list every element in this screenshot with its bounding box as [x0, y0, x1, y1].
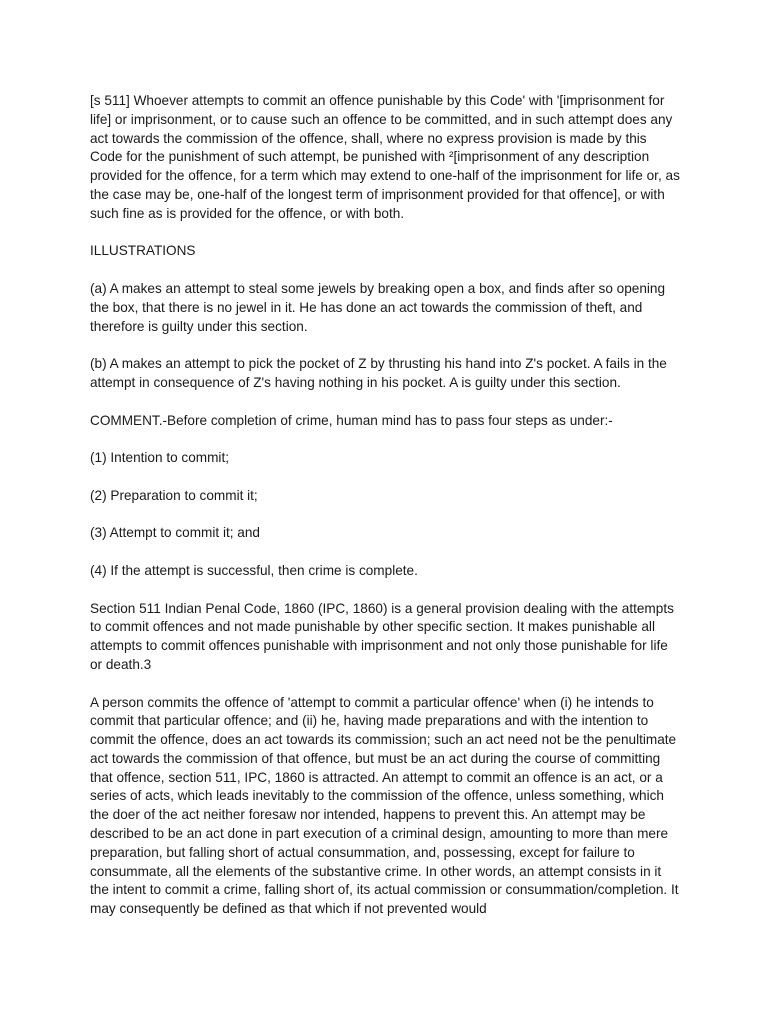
document-page [90, 92, 682, 919]
illustrations-heading: ILLUSTRATIONS [90, 243, 196, 259]
illustration-a: (a) A makes an attempt to steal some jewels by breaking open a box, and finds after so opening the box, that there is no jewel in it. He has done an act towards the commission of theft, and therefore is guilty under this section. [90, 280, 666, 334]
step-1: (1) Intention to commit; [90, 450, 230, 466]
step-4: (4) If the attempt is successful, then crime is complete. [90, 562, 418, 578]
section-511-text: [s 511] Whoever attempts to commit an offence punishable by this Code' with '[imprisonment for life] or imprisonment, or to cause such an offence to be committed, and in such attempt does any act towards the commission of the offence, shall, where no express provision is made by this Code for the punishment of such attempt, be punished with ²[imprisonment of any description provided for the offence, for a term which may extend to one-half of the imprisonment for life or, as the case may be, one-half of the longest term of imprisonment provided for that offence], or with such fine as is provided for the offence, or with both. [90, 93, 680, 221]
step-3: (3) Attempt to commit it; and [90, 525, 260, 541]
comment-intro: COMMENT.-Before completion of crime, human mind has to pass four steps as under:- [90, 412, 613, 428]
attempt-definition-paragraph: A person commits the offence of 'attempt to commit a particular offence' when (i) he intends to commit that particular offence; and (ii) he, having made preparations and with the intention to commit the offence, does an act towards its commission; such an act need not be the penultimate act towards the commission of that offence, but must be an act during the course of committing that offence, section 511, IPC, 1860 is attracted. An attempt to commit an offence is an act, or a series of acts, which leads inevitably to the commission of the offence, unless something, which the doer of the act neither foresaw nor intended, happens to prevent this. An attempt may be described to be an act done in part execution of a criminal design, amounting to more than mere preparation, but falling short of actual consummation, and, possessing, except for failure to consummate, all the elements of the substantive crime. In other words, an attempt consists in it the intent to commit a crime, falling short of, its actual commission or consummation/completion. It may consequently be defined as that which if not prevented would [90, 694, 679, 917]
step-2: (2) Preparation to commit it; [90, 487, 258, 503]
illustration-b: (b) A makes an attempt to pick the pocket of Z by thrusting his hand into Z's pocket. A fails in the attempt in consequence of Z's having nothing in his pocket. A is guilty under this section. [90, 356, 667, 390]
general-provision-paragraph: Section 511 Indian Penal Code, 1860 (IPC, 1860) is a general provision dealing with the attempts to commit offences and not made punishable by other specific section. It makes punishable all attempts to commit offences punishable with imprisonment and not only those punishable for life or death.3 [90, 600, 674, 672]
